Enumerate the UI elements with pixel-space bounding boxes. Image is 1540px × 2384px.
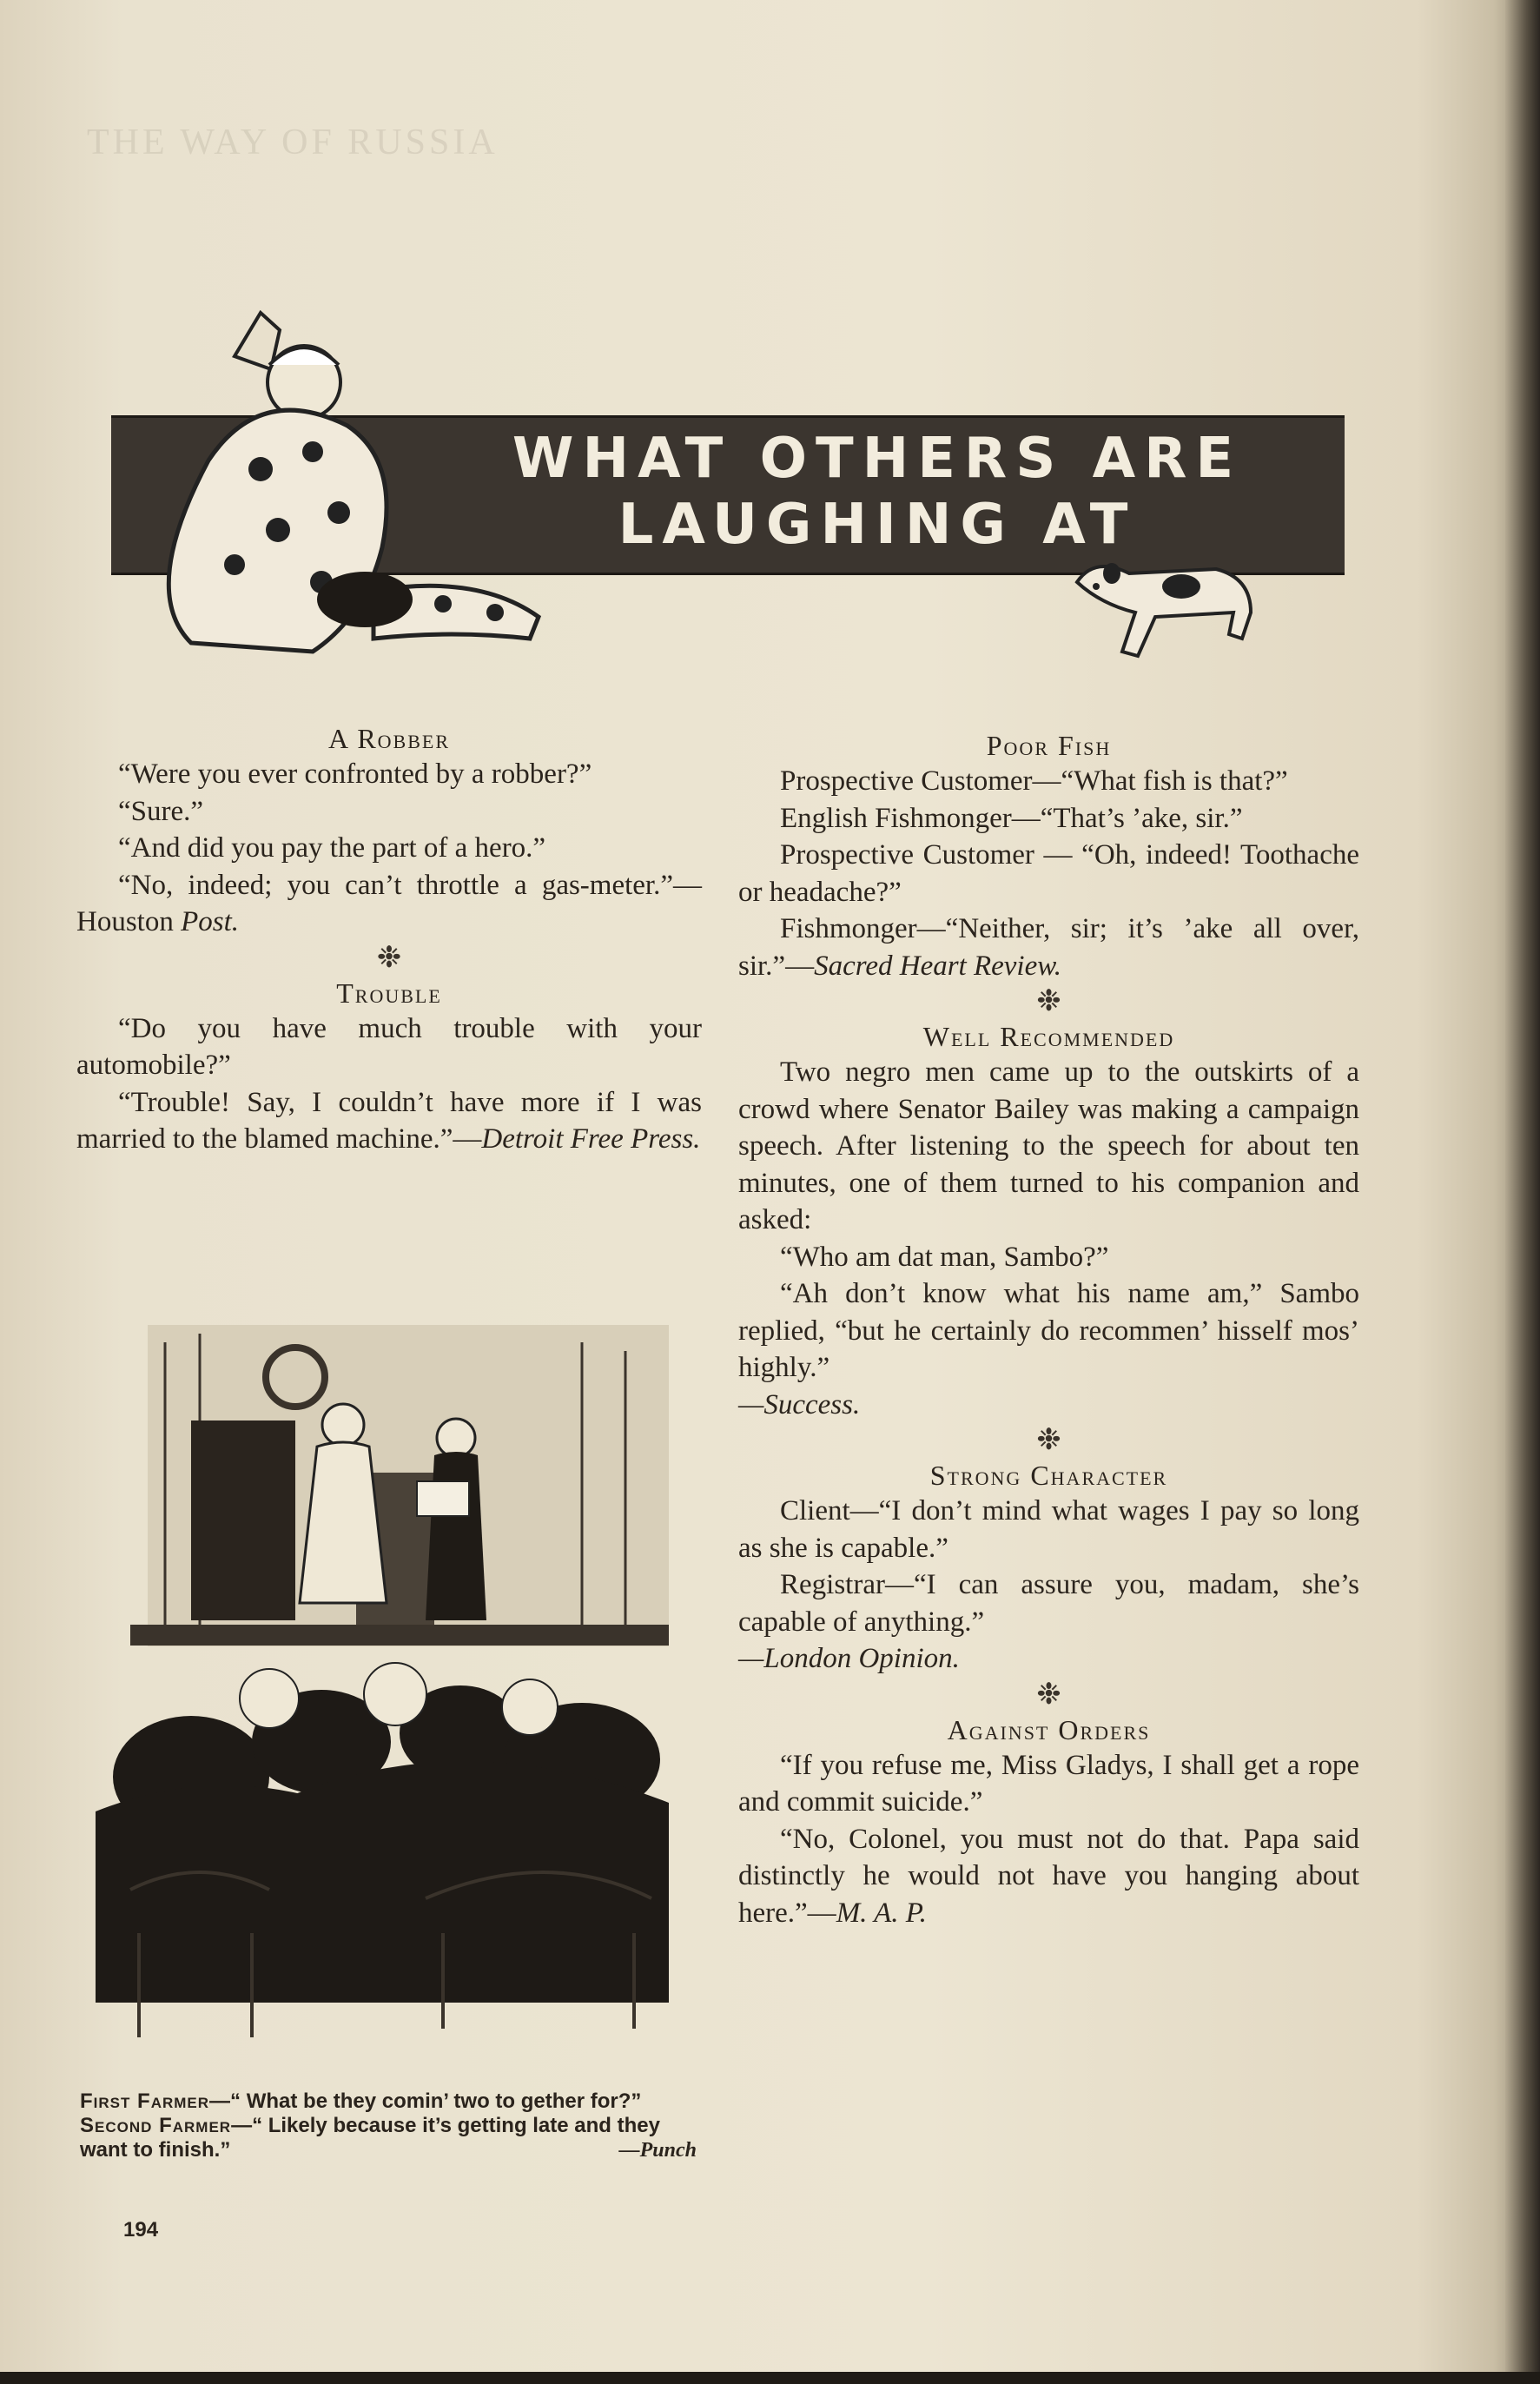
caption-first-line (80, 2089, 697, 2114)
caption-second-text: —“ Likely because it’s getting late and they want to finish.” (80, 2114, 660, 2162)
fish-text: Fishmonger—“Neither, sir; it’s ’ake all over, sir.”— (738, 913, 1359, 982)
caption-first-text: —“ What be they comin’ two to gether for?” (209, 2089, 642, 2113)
character-paragraph: Registrar—“I can assure you, madam, she’s capable of anything.” (738, 1569, 1359, 1638)
robber-paragraph: “Sure.” (118, 795, 204, 827)
banner-title-line1: WHAT OTHERS ARE (512, 427, 1243, 491)
robber-paragraph: “And did you pay the part of a hero.” (118, 832, 546, 864)
trouble-paragraph (76, 1084, 702, 1158)
robber-text: “No, indeed; you can’t throttle a gas-meter.”—Houston (76, 869, 702, 937)
section-divider-star: ❉ (1036, 1678, 1061, 1711)
orders-text: “No, Colonel, you must not do that. Papa said distinctly he would not have you hanging about here.”— (738, 1823, 1359, 1929)
fish-paragraph: Prospective Customer—“What fish is that?” (780, 765, 1288, 797)
heading-poor-fish: Poor Fish (986, 730, 1112, 761)
recommended-paragraph: Two negro men came up to the outskirts of a crowd where Senator Bailey was making a campaign speech. After listening to the speech for about ten minutes, one of them turned to his companion and asked: (738, 1056, 1359, 1235)
caption-first-speaker: First Farmer (80, 2089, 210, 2113)
caption-source: —Punch (618, 2139, 697, 2162)
fish-paragraph: Prospective Customer — “Oh, indeed! Toothache or headache?” (738, 839, 1359, 908)
illustration-caption (80, 2089, 697, 2162)
recommended-source (738, 1387, 1359, 1424)
heading-a-robber: A Robber (327, 723, 451, 754)
dog-illustration (1060, 547, 1268, 669)
heading-against-orders: Against Orders (947, 1713, 1151, 1745)
character-source (738, 1640, 1359, 1678)
character-source-text: —London Opinion. (738, 1643, 960, 1674)
page-number: 194 (123, 2218, 159, 2242)
right-column (738, 728, 1359, 1931)
trouble-paragraph: “Do you have much trouble with your automobile?” (76, 1012, 702, 1081)
robber-source: Post. (181, 906, 240, 937)
caption-second-speaker: Second Farmer (80, 2114, 232, 2137)
page-bottom-edge (0, 2372, 1540, 2384)
orders-source: M. A. P. (836, 1897, 927, 1929)
banner-title-line2: LAUGHING AT (618, 493, 1137, 557)
caption-second-line (80, 2114, 697, 2162)
trouble-text: “Trouble! Say, I couldn’t have more if I was married to the blamed machine.”— (76, 1086, 702, 1155)
section-divider-star: ❉ (376, 941, 402, 974)
fish-paragraph (738, 911, 1359, 984)
heading-strong-character: Strong Character (929, 1460, 1168, 1491)
clown-illustration (130, 304, 582, 669)
orders-paragraph (738, 1821, 1359, 1932)
recommended-paragraph: “Who am dat man, Sambo?” (780, 1241, 1109, 1273)
character-paragraph: Client—“I don’t mind what wages I pay so long as she is capable.” (738, 1495, 1359, 1564)
concert-illustration (96, 1325, 686, 2063)
robber-paragraph: “Were you ever confronted by a robber?” (118, 758, 592, 790)
trouble-source: Detroit Free Press. (481, 1123, 701, 1155)
fish-source: Sacred Heart Review. (814, 950, 1062, 982)
bleed-through-header: THE WAY OF RUSSIA (87, 123, 499, 162)
book-spine (1505, 0, 1540, 2384)
fish-paragraph: English Fishmonger—“That’s ’ake, sir.” (780, 802, 1243, 834)
recommended-paragraph: “Ah don’t know what his name am,” Sambo replied, “but he certainly do recommen’ hisself mos’ highly.” (738, 1278, 1359, 1383)
section-divider-star: ❉ (1036, 985, 1061, 1017)
heading-well-recommended: Well Recommended (922, 1021, 1175, 1052)
heading-trouble: Trouble (336, 977, 442, 1009)
orders-paragraph: “If you refuse me, Miss Gladys, I shall get a rope and commit suicide.” (738, 1749, 1359, 1818)
left-column (76, 721, 702, 1158)
robber-paragraph (76, 867, 702, 941)
recommended-source-text: —Success. (738, 1388, 861, 1420)
section-divider-star: ❉ (1036, 1424, 1061, 1456)
